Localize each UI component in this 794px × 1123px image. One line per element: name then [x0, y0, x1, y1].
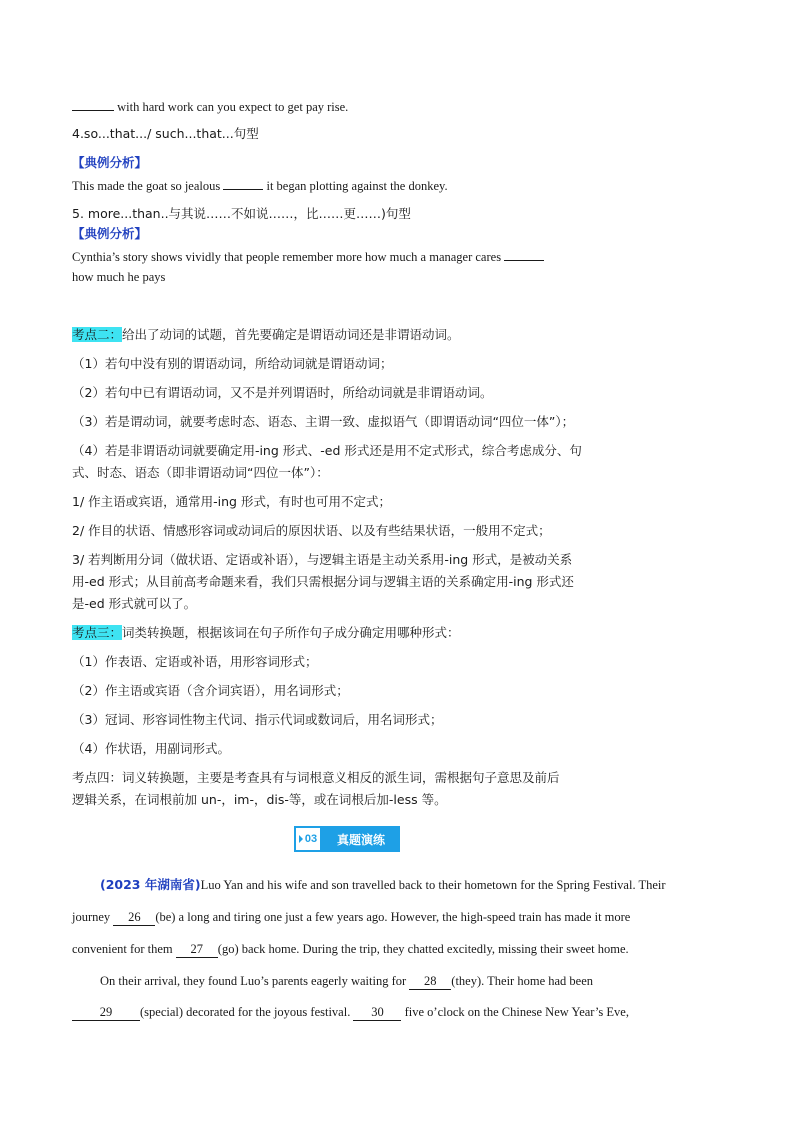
point-5-example-a: Cynthia’s story shows vividly that people remember more how much a manager cares: [72, 250, 505, 264]
kaodian-2-item: （4）若是非谓语动词就要确定用-ing 形式、-ed 形式还是用不定式形式，综合考虑成分、句: [72, 443, 582, 458]
triangle-icon: [299, 835, 303, 843]
point-4-example-a: This made the goat so jealous: [72, 179, 224, 193]
passage-source: (2023 年湖南省): [100, 877, 201, 892]
answer-blank: [72, 98, 114, 111]
passage-line-3: [72, 941, 629, 958]
point-4-heading: 4.so...that.../ such...that...句型: [72, 126, 259, 141]
blank-30: 30: [353, 1004, 401, 1021]
section-title: 真题演练: [322, 826, 400, 852]
kaodian-3-text: 词类转换题，根据该词在句子所作句子成分确定用哪种形式：: [122, 625, 460, 640]
passage-line-4: [100, 973, 593, 990]
kaodian-2-item: 1/ 作主语或宾语，通常用-ing 形式，有时也可用不定式；: [72, 494, 391, 509]
point-5-example-cont: how much he pays: [72, 270, 166, 284]
passage-text: (they). Their home had been: [451, 974, 594, 988]
example-analysis-label-1: 【典例分析】: [72, 155, 148, 170]
kaodian-2-item: 3/ 若判断用分词（做状语、定语或补语），与逻辑主语是主动关系用-ing 形式，是被动关系: [72, 552, 573, 567]
kaodian-2-item: 用-ed 形式；从目前高考命题来看，我们只需根据分词与逻辑主语的关系确定用-ing 形式还: [72, 574, 574, 589]
section-number: 03: [304, 833, 318, 845]
kaodian-2-label: 考点二：: [72, 327, 123, 342]
section-banner: [294, 826, 400, 852]
kaodian-2-item: （1）若句中没有别的谓语动词，所给动词就是谓语动词；: [72, 356, 393, 371]
kaodian-2-item: 是-ed 形式就可以了。: [72, 596, 197, 611]
point-4-example-b: it began plotting against the donkey.: [263, 179, 448, 193]
kaodian-3-heading: [72, 625, 460, 641]
passage-line-1: [100, 877, 666, 893]
kaodian-2-text: 给出了动词的试题，首先要确定是谓语动词还是非谓语动词。: [122, 327, 460, 342]
kaodian-3-item: （2）作主语或宾语（含介词宾语），用名词形式；: [72, 683, 349, 698]
answer-blank: [504, 248, 544, 261]
intro-line-1-text: with hard work can you expect to get pay rise.: [114, 100, 349, 114]
kaodian-4-line-2: 逻辑关系，在词根前加 un-，im-，dis-等，或在词根后加-less 等。: [72, 792, 447, 807]
passage-text: (be) a long and tiring one just a few years ago. However, the high-speed train has made it more: [155, 910, 631, 924]
intro-line-1: [72, 98, 348, 115]
blank-28: 28: [409, 973, 451, 990]
passage-text: (go) back home. During the trip, they chatted excitedly, missing their sweet home.: [217, 942, 629, 956]
answer-blank: [223, 177, 263, 190]
blank-29: 29: [72, 1004, 140, 1021]
kaodian-3-item: （4）作状语，用副词形式。: [72, 741, 230, 756]
kaodian-2-item: 式、时态、语态（即非谓语动词“四位一体”）：: [72, 465, 329, 480]
kaodian-2-item: 2/ 作目的状语、情感形容词或动词后的原因状语、以及有些结果状语，一般用不定式；: [72, 523, 551, 538]
section-number-badge: [294, 826, 322, 852]
passage-text: convenient for them: [72, 942, 176, 956]
kaodian-3-item: （1）作表语、定语或补语，用形容词形式；: [72, 654, 318, 669]
blank-26: 26: [113, 909, 155, 926]
passage-line-5: [72, 1004, 629, 1021]
passage-text: journey: [72, 910, 114, 924]
kaodian-3-item: （3）冠词、形容词性物主代词、指示代词或数词后，用名词形式；: [72, 712, 443, 727]
kaodian-2-item: （2）若句中已有谓语动词，又不是并列谓语时，所给动词就是非谓语动词。: [72, 385, 493, 400]
kaodian-3-label: 考点三：: [72, 625, 123, 640]
point-5-heading: 5. more...than..与其说……不如说……，比……更……)句型: [72, 206, 411, 221]
passage-text: On their arrival, they found Luo’s parents eagerly waiting for: [100, 974, 410, 988]
example-analysis-label-2: 【典例分析】: [72, 226, 148, 241]
point-4-example: [72, 177, 448, 194]
passage-text: five o’clock on the Chinese New Year’s Eve,: [401, 1005, 629, 1019]
passage-text: (special) decorated for the joyous festival.: [140, 1005, 354, 1019]
blank-27: 27: [176, 941, 218, 958]
kaodian-2-item: （3）若是谓动词，就要考虑时态、语态、主谓一致、虚拟语气（即谓语动词“四位一体”）；: [72, 414, 575, 429]
point-5-example: [72, 248, 544, 265]
kaodian-4-line-1: 考点四：词义转换题，主要是考查具有与词根意义相反的派生词，需根据句子意思及前后: [72, 770, 560, 785]
passage-line-1-text: Luo Yan and his wife and son travelled back to their hometown for the Spring Festival. Their: [200, 878, 666, 892]
kaodian-2-heading: [72, 327, 460, 343]
passage-line-2: [72, 909, 630, 926]
